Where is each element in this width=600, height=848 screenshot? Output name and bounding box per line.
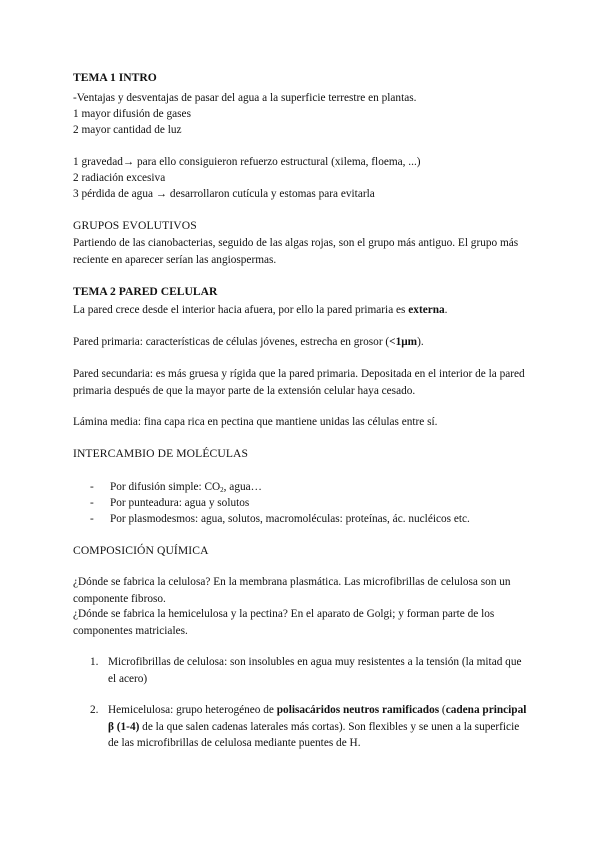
hemicelulosa-text-b: ( (439, 704, 446, 716)
hemicelulosa-text-a: Hemicelulosa: grupo heterogéneo de (108, 704, 277, 716)
tema1-intro: -Ventajas y desventajas de pasar del agua a la superficie terrestre en plantas. (73, 92, 417, 104)
pared-secundaria-text: Pared secundaria: es más gruesa y rígida que la pared primaria. Depositada en el interior de la pared primaria después de que la mayor parte de la extensión celular haya cesado. (73, 368, 525, 397)
pared-primaria-bold: <1μm (389, 336, 418, 348)
numbered-marker-1: 1. (90, 656, 99, 668)
pared-primaria-text (73, 334, 533, 351)
composicion-heading: COMPOSICIÓN QUÍMICA (73, 544, 209, 557)
intercambio-item-plasmodesmos: Por plasmodesmos: agua, solutos, macromoléculas: proteínas, ác. nucléicos etc. (110, 513, 470, 525)
hemicelulosa-text-c: de la que salen cadenas laterales más cortas). Son flexibles y se unen a la superficie de las microfibrillas de celulosa mediante puentes de H. (108, 720, 520, 749)
intercambio-item-punteadura: Por punteadura: agua y solutos (110, 497, 250, 509)
hemicelulosa-bold-1: polisacáridos neutros ramificados (276, 704, 440, 716)
difusion-text: Por difusión simple: CO (110, 481, 221, 493)
pared-crece-text (73, 302, 533, 319)
ventaja-2: 2 mayor cantidad de luz (73, 124, 182, 136)
hemicelulosa-bold-2: cadena principal β (1-4) (108, 704, 527, 733)
grupos-evolutivos-text: Partiendo de las cianobacterias, seguido de las algas rojas, son el grupo más antiguo. El grupo más reciente en aparecer serían las angiospermas. (73, 237, 519, 266)
desventaja-3: 3 pérdida de agua → desarrollaron cutícula y estomas para evitarla (73, 188, 375, 200)
pared-primaria-end: ). (417, 336, 424, 348)
pared-crece-bold: externa (408, 304, 445, 316)
ventaja-1: 1 mayor difusión de gases (73, 108, 191, 120)
pared-crece-end: . (444, 304, 448, 316)
co2-subscript: 2 (220, 486, 224, 494)
desventaja-2: 2 radiación excesiva (73, 172, 166, 184)
list-dash-3: - (90, 513, 94, 525)
tema1-heading: TEMA 1 INTRO (73, 71, 157, 84)
grupos-evolutivos-heading: GRUPOS EVOLUTIVOS (73, 219, 197, 232)
difusion-text-end: , agua… (223, 481, 262, 493)
list-dash-2: - (90, 497, 94, 509)
numbered-marker-2: 2. (90, 704, 99, 716)
lamina-media-text: Lámina media: fina capa rica en pectina que mantiene unidas las células entre sí. (73, 416, 438, 428)
desventaja-1: 1 gravedad→ para ello consiguieron refuerzo estructural (xilema, floema, ...) (73, 156, 421, 168)
numbered-item-microfibrillas: Microfibrillas de celulosa: son insolubles en agua muy resistentes a la tensión (la mitad que el acero) (108, 656, 522, 685)
numbered-item-hemicelulosa (108, 702, 528, 752)
pared-primaria-span: Pared primaria: características de células jóvenes, estrecha en grosor ( (73, 336, 390, 348)
intercambio-heading: INTERCAMBIO DE MOLÉCULAS (73, 447, 249, 460)
tema2-heading: TEMA 2 PARED CELULAR (73, 285, 218, 298)
pared-crece-span: La pared crece desde el interior hacia afuera, por ello la pared primaria es (73, 304, 409, 316)
list-dash-1: - (90, 481, 94, 493)
composicion-q1: ¿Dónde se fabrica la celulosa? En la membrana plasmática. Las microfibrillas de celulosa son un componente fibroso. (73, 576, 511, 605)
composicion-q2: ¿Dónde se fabrica la hemicelulosa y la pectina? En el aparato de Golgi; y forman parte de los componentes matriciales. (73, 608, 495, 637)
